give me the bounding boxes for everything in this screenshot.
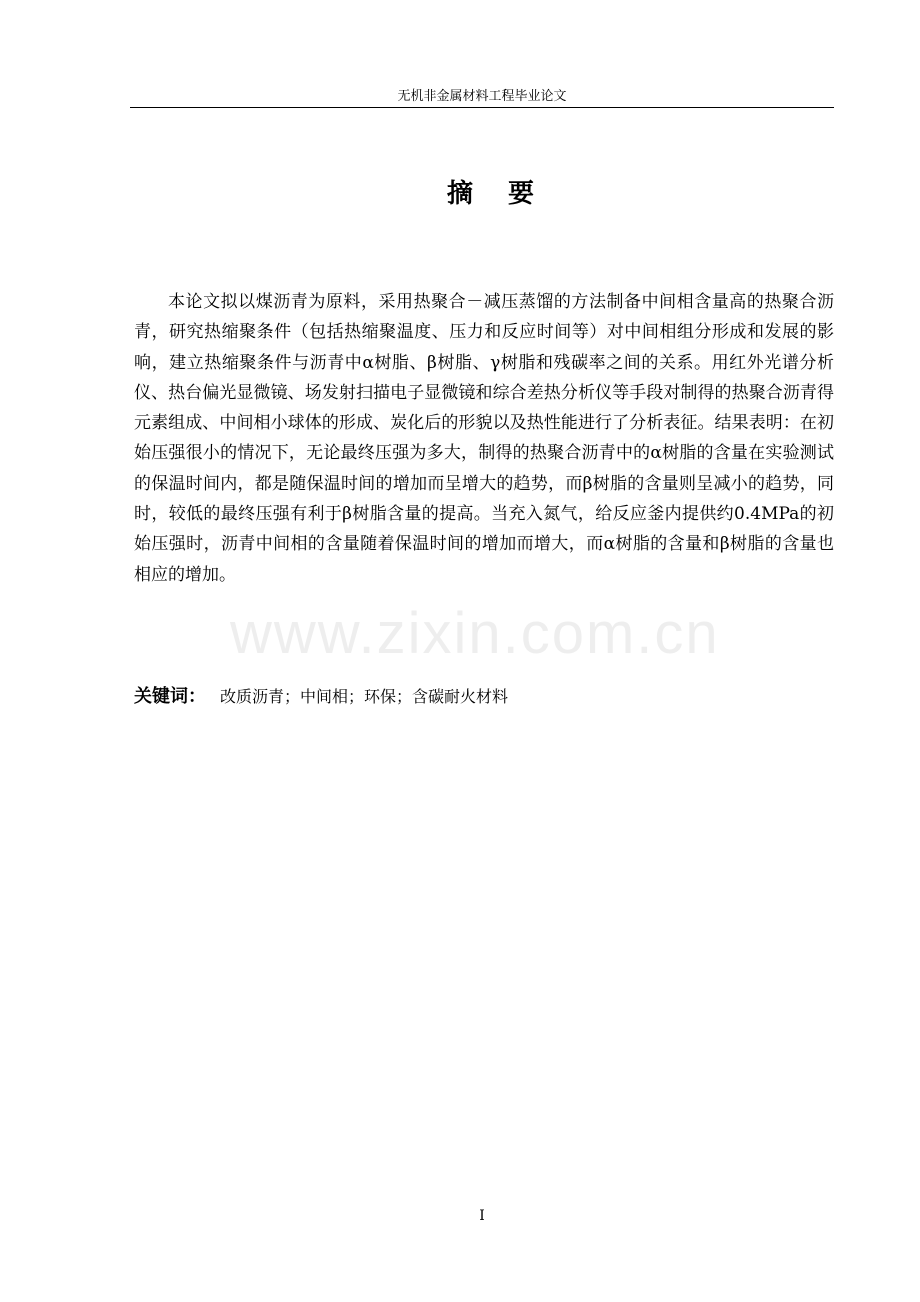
abstract-title: 摘 要 — [446, 179, 548, 209]
keywords-label: 关键词： — [134, 686, 206, 707]
abstract-body: 本论文拟以煤沥青为原料，采用热聚合－减压蒸馏的方法制备中间相含量高的热聚合沥青，研究热缩聚条件（包括热缩聚温度、压力和反应时间等）对中间相组分形成和发展的影响，建立热缩聚条件与沥青中α树脂、β树脂、γ树脂和残碳率之间的关系。用红外光谱分析仪、热台偏光显微镜、场发射扫描电子显微镜和综合差热分析仪等手段对制得的热聚合沥青得元素组成、中间相小球体的形成、炭化后的形貌以及热性能进行了分析表征。结果表明：在初始压强很小的情况下，无论最终压强为多大，制得的热聚合沥青中的α树脂的含量在实验测试的保温时间内，都是随保温时间的增加而呈增大的趋势，而β树脂的含量则呈减小的趋势，同时，较低的最终压强有利于β树脂含量的提高。当充入氮气，给反应釜内提供约0.4MPa的初始压强时，沥青中间相的含量随着保温时间的增加而增大，而α树脂的含量和β树脂的含量也相应的增加。 — [134, 292, 834, 585]
watermark: www.zixin.com.cn — [230, 601, 720, 666]
keywords-line — [134, 683, 834, 711]
keywords-value: 改质沥青；中间相；环保；含碳耐火材料 — [220, 687, 509, 706]
running-header: 无机非金属材料工程毕业论文 — [397, 89, 567, 104]
header-rule — [130, 107, 834, 108]
page-number: I — [479, 1208, 485, 1224]
